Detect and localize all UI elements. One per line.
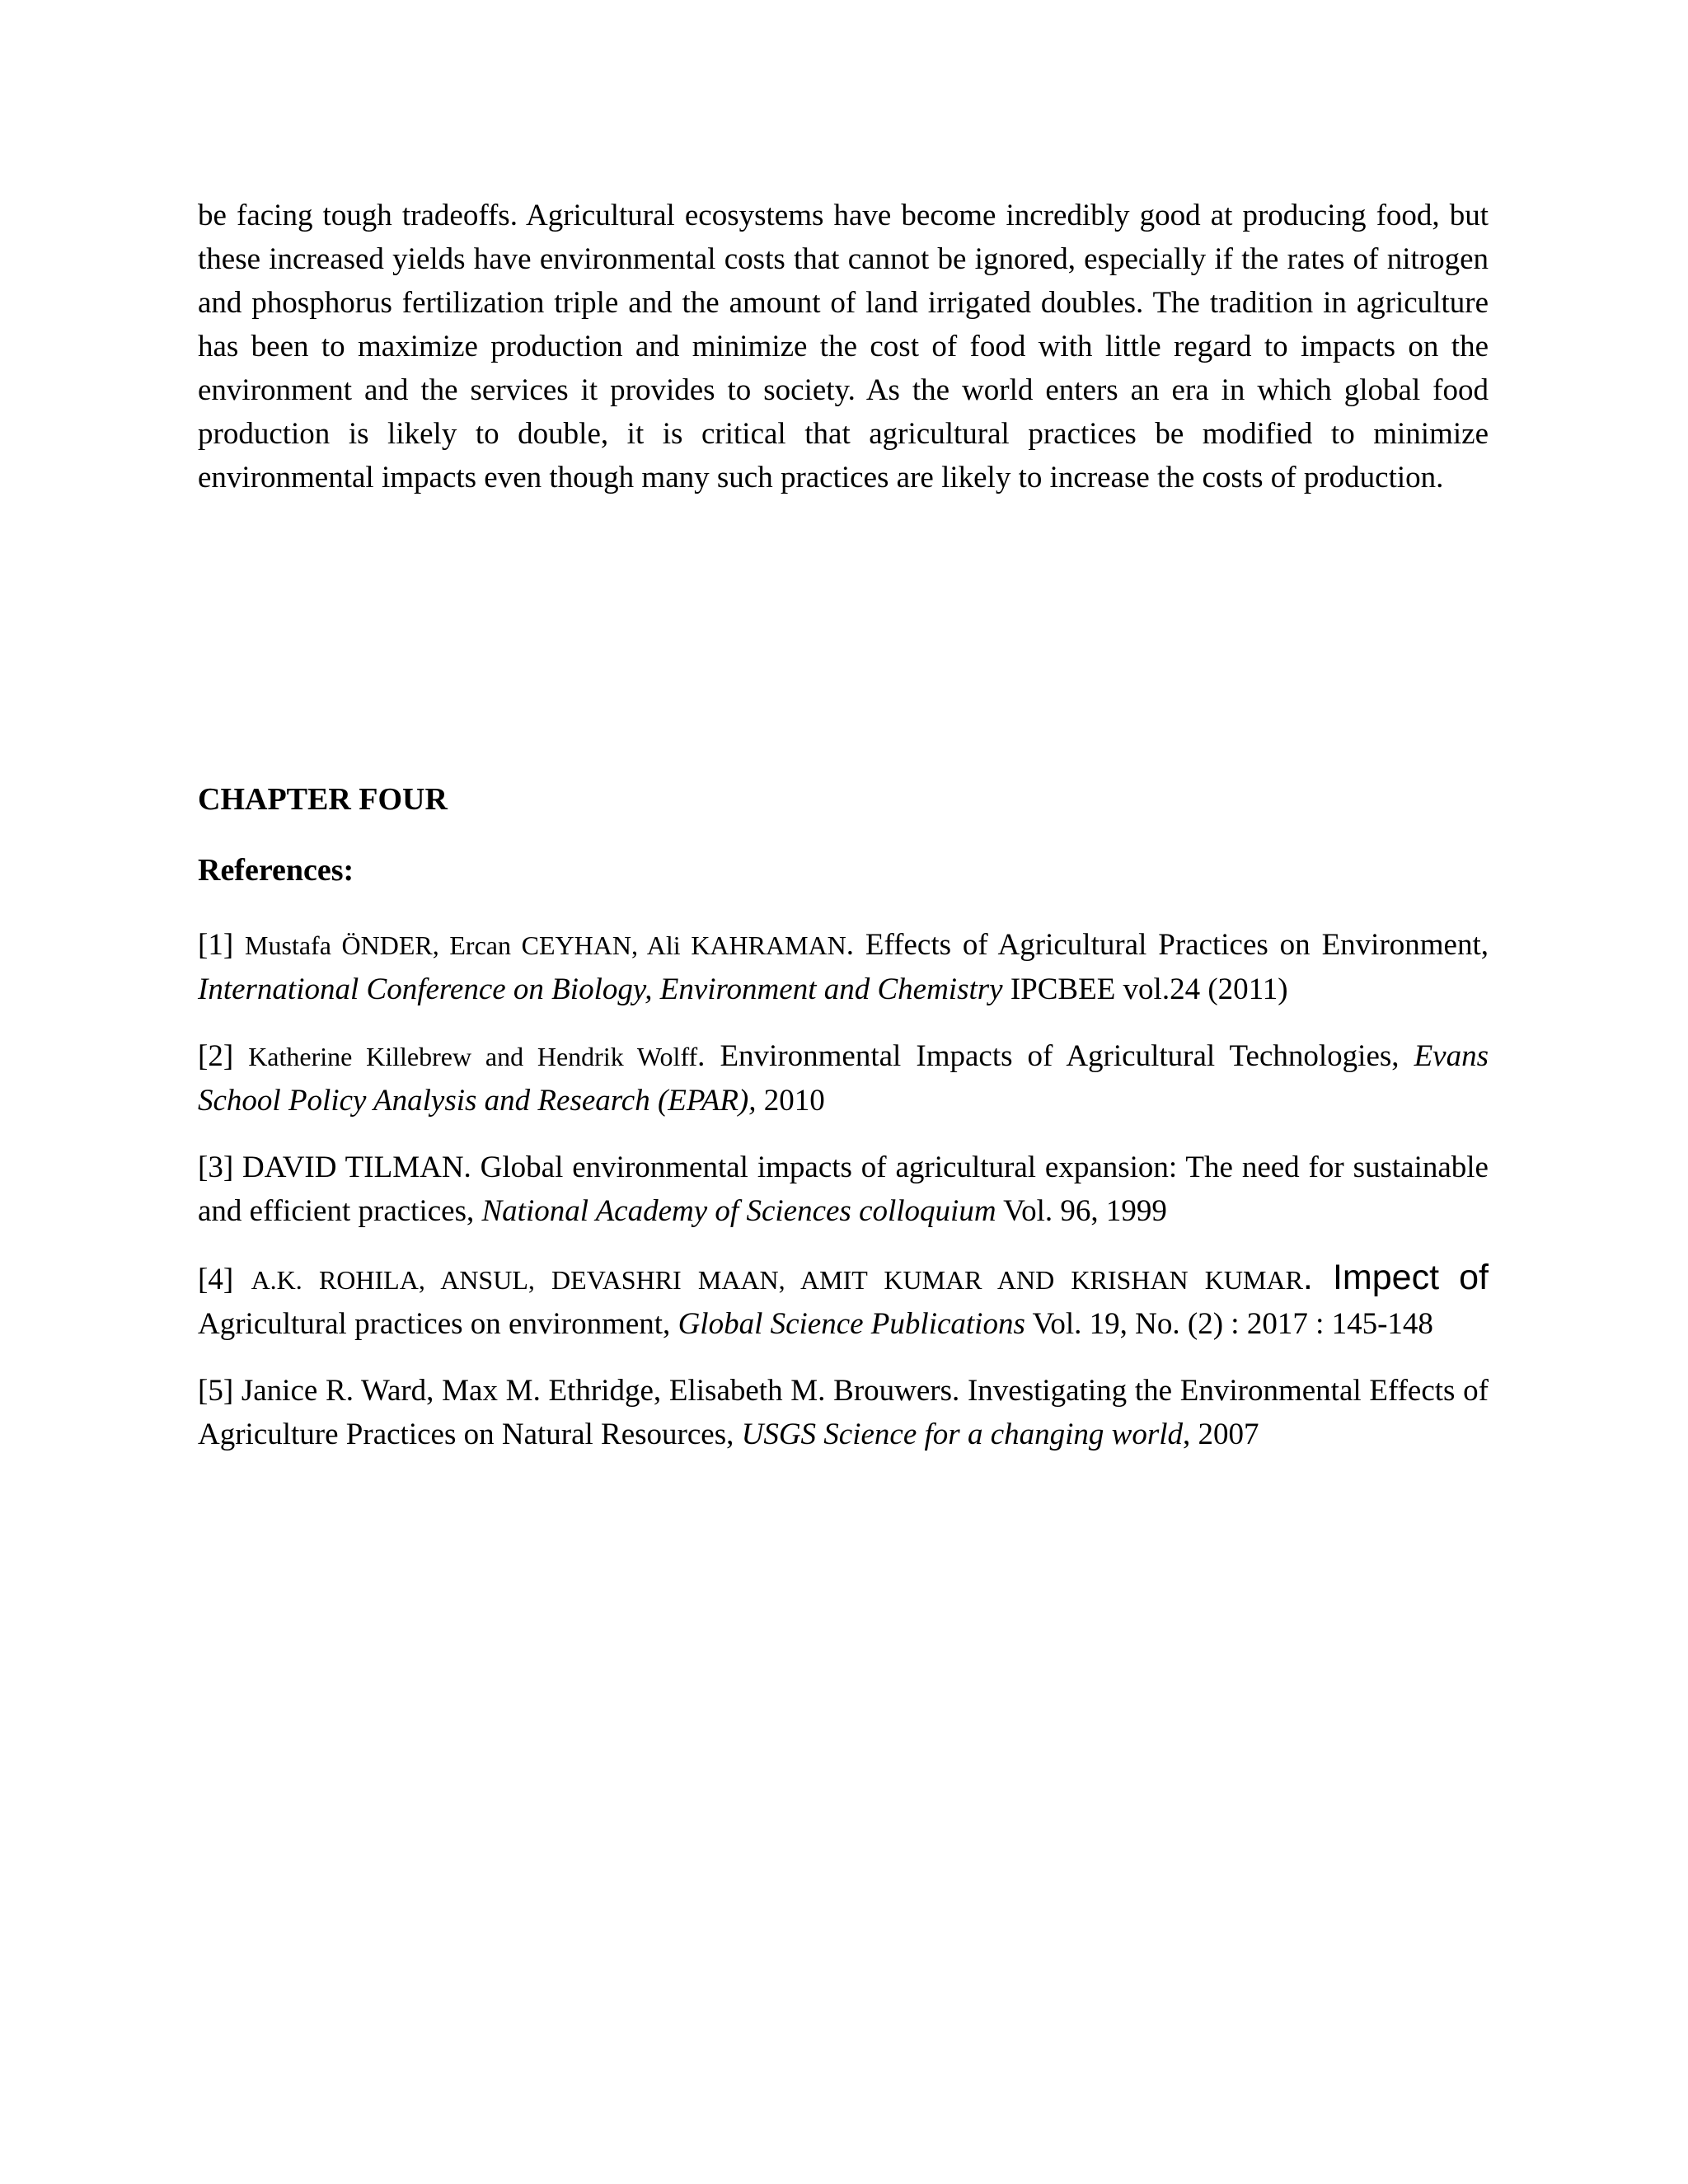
reference-title: . Global environmental impacts of agricultural expansion: The need for sustainable and efficient practices, [198,1151,1489,1228]
reference-tail: Vol. 96, 1999 [996,1194,1167,1228]
reference-item [198,1256,1489,1346]
reference-number: [1] [198,928,246,962]
reference-item [198,1146,1489,1233]
reference-item [198,923,1489,1011]
reference-item [198,1369,1489,1456]
reference-title: . Effects of Agricultural Practices on Environment, [846,928,1489,962]
reference-item [198,1034,1489,1122]
reference-venue: International Conference on Biology, Environment and Chemistry [198,972,1003,1006]
reference-number: [3] [198,1151,243,1184]
reference-number: [4] [198,1263,251,1296]
reference-tail: Vol. 19, No. (2) : 2017 : 145-148 [1025,1307,1433,1341]
reference-number: [2] [198,1039,249,1073]
reference-authors: Katherine Killebrew and Hendrik Wolff [248,1042,698,1071]
reference-authors: A.K. ROHILA, ANSUL, DEVASHRI MAAN, AMIT KUMAR AND KRISHAN KUMAR [251,1265,1303,1295]
body-paragraph: be facing tough tradeoffs. Agricultural ecosystems have become incredibly good at producing food, but these increased yields have environmental costs that cannot be ignored, especially if the rates of nitrogen and phosphorus fertilization triple and the amount of land irrigated doubles. The tradition in agriculture has been to maximize production and minimize the cost of food with little regard to impacts on the environment and the services it provides to society. As the world enters an era in which global food production is likely to double, it is critical that agricultural practices be modified to minimize environmental impacts even though many such practices are likely to increase the costs of production. [198,199,1489,494]
reference-title: Agricultural practices on environment, [198,1307,678,1341]
reference-authors: Mustafa ÖNDER, Ercan CEYHAN, Ali KAHRAMAN [245,930,846,960]
reference-venue: USGS Science for a changing world [741,1418,1184,1451]
reference-venue: National Academy of Sciences colloquium [481,1194,996,1228]
reference-tail: 2010 [756,1084,825,1118]
reference-title: . Environmental Impacts of Agricultural Technologies, [697,1039,1414,1073]
reference-tail: , 2007 [1183,1418,1259,1451]
reference-tail: IPCBEE vol.24 (2011) [1002,972,1288,1006]
document-page [198,194,1489,499]
reference-number: [5] [198,1374,241,1408]
reference-title: . Investigating the Environmental Effects of Agriculture Practices on Natural Resources, [198,1374,1489,1451]
reference-venue: Global Science Publications [678,1307,1025,1341]
reference-venue: Evans School Policy Analysis and Research (EPAR), [198,1039,1489,1118]
chapter-title: CHAPTER FOUR [198,782,448,817]
reference-title-lead: . Impect of [1302,1258,1489,1297]
reference-authors: Janice R. Ward, Max M. Ethridge, Elisabeth M. Brouwers [241,1374,952,1408]
reference-authors: DAVID TILMAN [242,1151,464,1184]
references-list [198,923,1489,1479]
references-heading: References: [198,853,354,888]
